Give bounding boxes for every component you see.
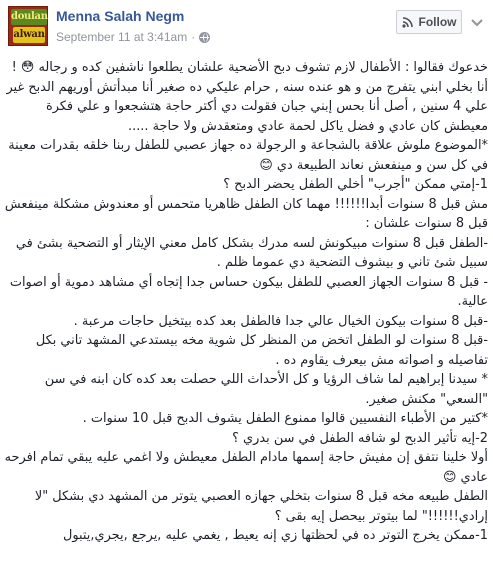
author-name-link[interactable]: Menna Salah Negm (56, 8, 185, 24)
post-paragraph: - قبل 8 سنوات الجهاز العصبي للطفل بيكون حساس جدا إتجاه أي مشاهد دموية أو اصوات عالية. (5, 274, 488, 309)
follow-label: Follow (418, 15, 457, 29)
rss-icon (402, 16, 414, 28)
post-paragraph: -الطفل قبل 8 سنوات مبيكونش لسه مدرك بشكل كامل معني الإيثار أو التضحية بشئ في سبيل شئ تاني و بيشوف التضحية دي عموما ظلم . (11, 235, 488, 270)
post-meta (56, 30, 210, 44)
follow-button[interactable] (396, 10, 462, 34)
post-paragraph: -قبل 8 سنوات لو الطفل اتخض من المنظر كل شوية مخه بيستدعي المشهد تاني بكل تفاصيله و اصواته مش بيعرف يقاوم ده . (31, 333, 488, 368)
globe-icon[interactable] (199, 32, 210, 43)
avatar-logo-bottom: alwan (13, 27, 45, 43)
post-body (0, 58, 488, 574)
post-paragraph: *كتير من الأطباء النفسيين قالوا ممنوع الطفل يشوف الدبح قبل 10 سنوات . (82, 411, 488, 426)
post-paragraph: الطفل طبيعه مخه قبل 8 سنوات بتخلي جهازه العصبي يتوتر من المشهد دي بشكل "لا إرادي!!!!!!" لما بيتوتر بيحصل إيه بقى ؟ (30, 489, 488, 524)
timestamp-link[interactable]: September 11 at 3:41am (56, 30, 188, 44)
post-header (0, 0, 493, 52)
avatar-logo-top: doulan (11, 9, 47, 25)
post-paragraph: خدعوك فقالوا : الأطفال لازم تشوف دبح الأضحية علشان يطلعوا ناشفين كده و رجاله 😳 ! أنا بخلي ابني يتفرج من و هو عنده سنه , حرام عليكي ده صغير أنا مبدأتش أوريهم الدبح غير علي 4 سنين , أصل أنا بحس إبني جبان فقولت دي أكتر حاجة هتشجعوا و علي فكرة معيطش كان عادي و فضل ياكل لحمة عادي ومتعقدش ولا حاجة ..... (2, 60, 488, 134)
post-paragraph: 2-إيه تأثير الدبح لو شافه الطفل في سن بدري ؟ (232, 430, 488, 446)
post-paragraph: -قبل 8 سنوات بيكون الخيال عالي جدا فالطفل بعد كده بيتخيل حاجات مرعبة . (73, 313, 488, 329)
chevron-down-icon[interactable] (469, 14, 485, 30)
post-paragraph: أولا خلينا نتفق إن مفيش حاجة إسمها مادام الطفل معيطش ولا اغمي عليه يبقي تمام افرحه عادي 😊 (0, 450, 488, 485)
post-paragraph: *الموضوع ملوش علاقة بالشجاعة و الرجولة ده جهاز عصبي للطفل ربنا خلقه بقدرات معينة في كل سن و مينفعش نعاند الطبيعة دي 😊 (4, 138, 488, 173)
page-avatar[interactable] (8, 6, 48, 46)
post-paragraph: 1-ممكن يخرج التوتر ده في لحظتها زي إنه يعيط , يغمي عليه ,يرجع ,يجري,يتبول (62, 528, 488, 543)
post-paragraph: 1-إمتي ممكن "أجرب" أخلي الطفل يحضر الدبح ؟ (223, 177, 488, 192)
post-paragraph: مش قبل 8 سنوات أبدا!!!!!! مهما كان الطفل ظاهريا متحمس أو معندوش مشكلة مينفعش قبل 8 سنوات علشان : (0, 196, 488, 231)
meta-separator: · (191, 30, 196, 44)
post-paragraph: * سيدنا إبراهيم لما شاف الرؤيا و كل الأحداث اللي حصلت بعد كده كان ابنه في سن "السعي" مكنش صغير. (40, 372, 488, 407)
